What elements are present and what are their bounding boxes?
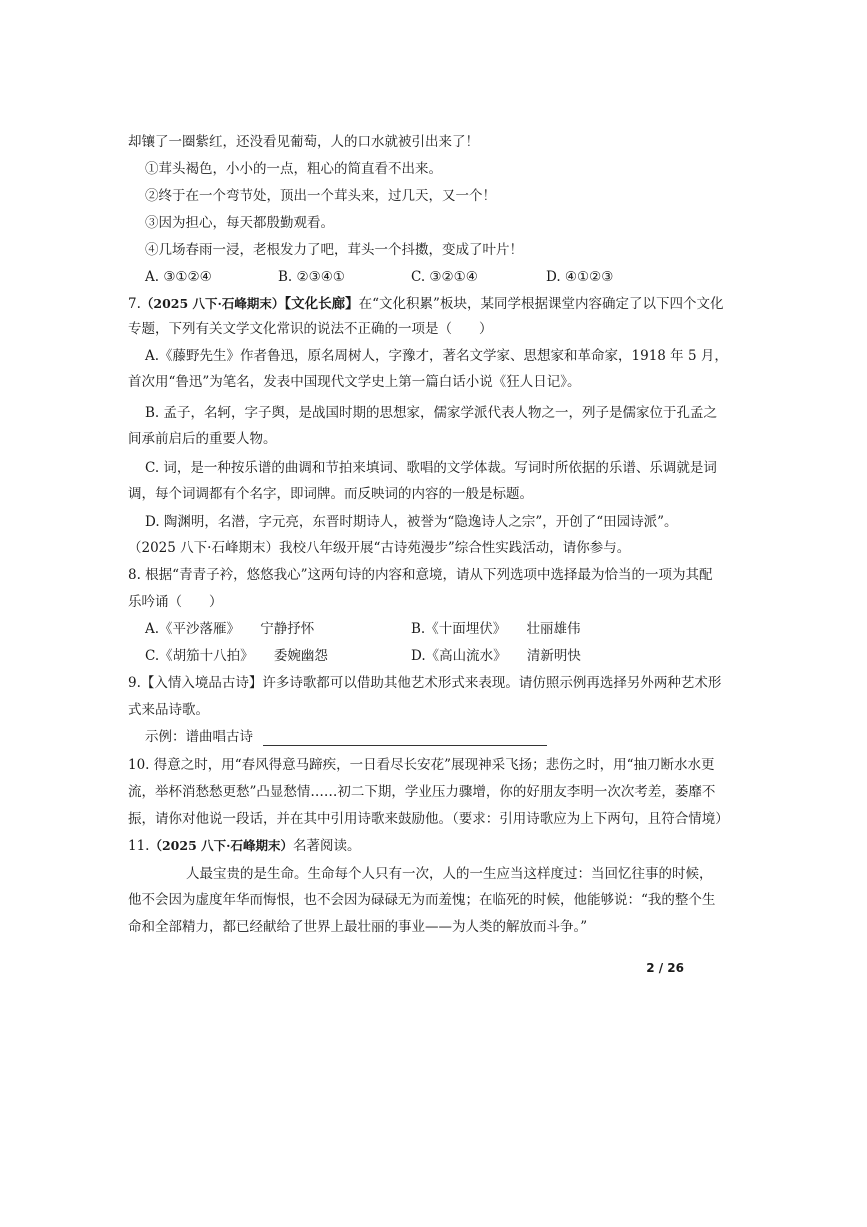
q9-example-line (145, 728, 547, 746)
q7-option-b-1: B. 孟子，名轲，字子舆，是战国时期的思想家，儒家学派代表人物之一，列子是儒家位于孔孟之 (145, 405, 718, 421)
q6-option-c: C. ③②①④ (411, 269, 478, 285)
q8-stem-1: 8. 根据“青青子衿，悠悠我心”这两句诗的内容和意境，请从下列选项中选择最为恰当的一项为其配 (128, 567, 713, 583)
q11-passage-1: 人最宝贵的是生命。生命每个人只有一次，人的一生应当这样度过：当回忆往事的时候， (186, 866, 713, 882)
q7-number: 7. (128, 296, 141, 312)
q7-option-c-2: 调，每个词调都有个名字，即词牌。而反映词的内容的一般是标题。 (128, 486, 533, 502)
page-number: 2 / 26 (646, 961, 684, 975)
q7-stem-text: 在“文化积累”板块，某同学根据课堂内容确定了以下四个文化 (358, 296, 724, 312)
q7-option-d: D. 陶渊明，名潜，字元亮，东晋时期诗人，被誉为“隐逸诗人之宗”，开创了“田园诗派”。 (145, 514, 678, 530)
q8-option-a: A.《平沙落雁》 宁静抒怀 (145, 621, 315, 637)
item-2: ②终于在一个弯节处，顶出一个茸头来，过几天，又一个！ (145, 188, 496, 204)
q9-stem-2: 式来品诗歌。 (128, 702, 209, 718)
q7-option-a-1: A.《藤野先生》作者鲁迅，原名周树人，字豫才，著名文学家、思想家和革命家，1918 年 5 月， (145, 348, 728, 364)
q11-header (128, 837, 360, 855)
q7-option-a-2: 首次用“鲁迅”为笔名，发表中国现代文学史上第一篇白话小说《狂人日记》。 (128, 374, 581, 390)
q7-stem-1 (128, 295, 723, 313)
intro-line: 却镶了一圈紫红，还没看见葡萄，人的口水就被引出来了！ (128, 134, 479, 150)
q10-line-1: 10. 得意之时，用“春风得意马蹄疾，一日看尽长安花”展现神采飞扬；悲伤之时，用“抽刀断水水更 (128, 757, 715, 773)
q11-number: 11. (128, 838, 150, 854)
q8-option-b: B.《十面埋伏》 壮丽雄伟 (411, 621, 581, 637)
q8-stem-2: 乐吟诵（ ） (128, 594, 223, 610)
item-1: ①茸头褐色，小小的一点，粗心的简直看不出来。 (145, 161, 442, 177)
q6-option-a: A. ③①②④ (145, 269, 212, 285)
q6-option-b: B. ②③④① (278, 269, 345, 285)
q7-option-b-2: 间承前启后的重要人物。 (128, 431, 277, 447)
q9-example: 示例：谱曲唱古诗 (145, 729, 253, 745)
group-intro: （2025 八下·石峰期末）我校八年级开展“古诗苑漫步”综合性实践活动，请你参与。 (128, 540, 631, 556)
q10-line-2: 流，举杯消愁愁更愁”凸显愁情……初二下期，学业压力骤增，你的好朋友李明一次次考差，萎靡不 (128, 784, 716, 800)
q9-stem-1: 9.【入情入境品古诗】许多诗歌都可以借助其他艺术形式来表现。请仿照示例再选择另外两种艺术形 (128, 675, 722, 691)
q6-option-d: D. ④①②③ (546, 269, 614, 285)
q11-source: （2025 八下·石峰期末） (149, 838, 293, 853)
q7-stem-2: 专题，下列有关文学文化常识的说法不正确的一项是（ ） (128, 321, 493, 337)
q8-option-d: D.《高山流水》 清新明快 (411, 648, 581, 664)
q8-option-c: C.《胡笳十八拍》 委婉幽怨 (145, 648, 328, 664)
q10-line-3: 振，请你对他说一段话，并在其中引用诗歌来鼓励他。（要求：引用诗歌应为上下两句，且符合情境） (128, 811, 729, 827)
q11-passage-3: 命和全部精力，都已经献给了世界上最壮丽的事业——为人类的解放而斗争。” (128, 919, 588, 935)
answer-blank[interactable] (263, 733, 547, 746)
q7-option-c-1: C. 词，是一种按乐谱的曲调和节拍来填词、歌唱的文学体裁。写词时所依据的乐谱、乐调就是词 (145, 460, 717, 476)
q11-passage-2: 他不会因为虚度年华而悔恨，也不会因为碌碌无为而羞愧；在临死的时候，他能够说：“我的整个生 (128, 892, 716, 908)
q7-source: （2025 八下·石峰期末） (140, 296, 285, 311)
item-4: ④几场春雨一浸，老根发力了吧，茸头一个抖擞，变成了叶片！ (145, 242, 523, 258)
q7-tag: 【文化长廊】 (284, 296, 359, 312)
item-3: ③因为担心，每天都殷勤观看。 (145, 215, 334, 231)
q11-title: 名著阅读。 (292, 838, 361, 854)
